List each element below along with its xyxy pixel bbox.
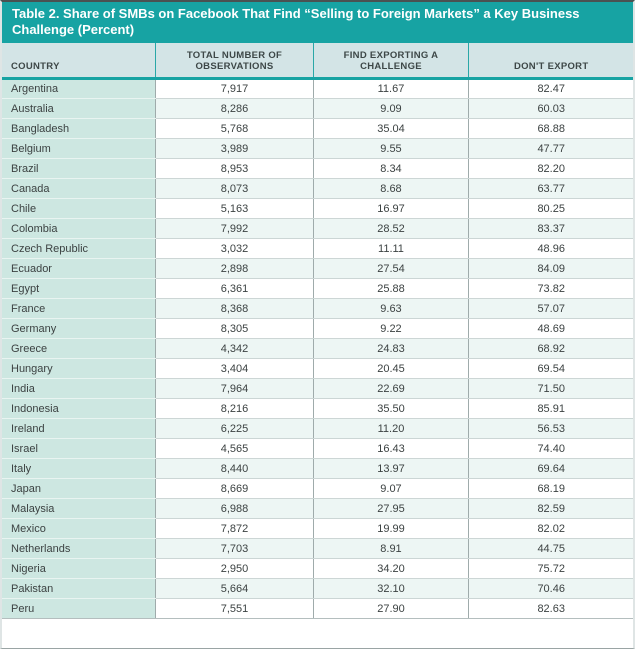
cell-challenge: 20.45 <box>313 359 469 379</box>
cell-country: Hungary <box>2 359 156 379</box>
cell-country: Israel <box>2 439 156 459</box>
cell-challenge: 28.52 <box>313 219 469 239</box>
table-row <box>2 179 633 199</box>
smb-export-table <box>2 43 633 619</box>
cell-dont-export: 48.69 <box>469 319 633 339</box>
cell-observations: 3,404 <box>156 359 313 379</box>
cell-challenge: 8.34 <box>313 159 469 179</box>
cell-dont-export: 68.88 <box>469 119 633 139</box>
cell-observations: 8,286 <box>156 99 313 119</box>
cell-dont-export: 47.77 <box>469 139 633 159</box>
column-header-country: COUNTRY <box>2 43 156 79</box>
cell-dont-export: 69.54 <box>469 359 633 379</box>
cell-challenge: 34.20 <box>313 559 469 579</box>
cell-challenge: 9.22 <box>313 319 469 339</box>
table-row <box>2 399 633 419</box>
cell-challenge: 27.54 <box>313 259 469 279</box>
table-row <box>2 599 633 619</box>
cell-observations: 8,368 <box>156 299 313 319</box>
cell-observations: 8,953 <box>156 159 313 179</box>
cell-challenge: 35.04 <box>313 119 469 139</box>
cell-dont-export: 68.92 <box>469 339 633 359</box>
table-row <box>2 199 633 219</box>
cell-dont-export: 44.75 <box>469 539 633 559</box>
cell-country: Netherlands <box>2 539 156 559</box>
cell-country: Indonesia <box>2 399 156 419</box>
table-row <box>2 439 633 459</box>
cell-country: Peru <box>2 599 156 619</box>
cell-observations: 3,989 <box>156 139 313 159</box>
table-row <box>2 159 633 179</box>
cell-challenge: 9.63 <box>313 299 469 319</box>
cell-challenge: 16.97 <box>313 199 469 219</box>
cell-observations: 7,551 <box>156 599 313 619</box>
cell-challenge: 11.67 <box>313 79 469 99</box>
cell-dont-export: 85.91 <box>469 399 633 419</box>
cell-observations: 6,361 <box>156 279 313 299</box>
cell-challenge: 9.55 <box>313 139 469 159</box>
cell-country: Mexico <box>2 519 156 539</box>
cell-country: India <box>2 379 156 399</box>
table-row <box>2 539 633 559</box>
cell-dont-export: 69.64 <box>469 459 633 479</box>
cell-country: France <box>2 299 156 319</box>
cell-country: Nigeria <box>2 559 156 579</box>
cell-country: Brazil <box>2 159 156 179</box>
cell-country: Ireland <box>2 419 156 439</box>
table-row <box>2 339 633 359</box>
table-row <box>2 459 633 479</box>
cell-dont-export: 82.63 <box>469 599 633 619</box>
cell-dont-export: 80.25 <box>469 199 633 219</box>
cell-dont-export: 82.47 <box>469 79 633 99</box>
cell-country: Bangladesh <box>2 119 156 139</box>
cell-challenge: 8.91 <box>313 539 469 559</box>
table-row <box>2 559 633 579</box>
cell-country: Pakistan <box>2 579 156 599</box>
cell-dont-export: 83.37 <box>469 219 633 239</box>
cell-challenge: 27.95 <box>313 499 469 519</box>
cell-challenge: 22.69 <box>313 379 469 399</box>
cell-country: Belgium <box>2 139 156 159</box>
column-header-observations: TOTAL NUMBER OF OBSERVATIONS <box>156 43 313 79</box>
cell-challenge: 27.90 <box>313 599 469 619</box>
table-row <box>2 359 633 379</box>
table-row <box>2 579 633 599</box>
cell-dont-export: 57.07 <box>469 299 633 319</box>
cell-country: Argentina <box>2 79 156 99</box>
column-header-challenge: FIND EXPORTING A CHALLENGE <box>313 43 469 79</box>
table-row <box>2 239 633 259</box>
cell-dont-export: 82.20 <box>469 159 633 179</box>
cell-dont-export: 75.72 <box>469 559 633 579</box>
cell-challenge: 9.07 <box>313 479 469 499</box>
cell-challenge: 9.09 <box>313 99 469 119</box>
table-row <box>2 319 633 339</box>
cell-observations: 4,565 <box>156 439 313 459</box>
cell-country: Australia <box>2 99 156 119</box>
cell-dont-export: 70.46 <box>469 579 633 599</box>
cell-observations: 5,664 <box>156 579 313 599</box>
cell-country: Japan <box>2 479 156 499</box>
table-row <box>2 139 633 159</box>
cell-observations: 8,669 <box>156 479 313 499</box>
table-row <box>2 79 633 99</box>
cell-challenge: 19.99 <box>313 519 469 539</box>
cell-observations: 7,872 <box>156 519 313 539</box>
cell-dont-export: 60.03 <box>469 99 633 119</box>
cell-challenge: 35.50 <box>313 399 469 419</box>
cell-country: Colombia <box>2 219 156 239</box>
cell-observations: 6,225 <box>156 419 313 439</box>
table-row <box>2 119 633 139</box>
cell-country: Germany <box>2 319 156 339</box>
cell-observations: 7,992 <box>156 219 313 239</box>
cell-country: Greece <box>2 339 156 359</box>
cell-challenge: 16.43 <box>313 439 469 459</box>
table-row <box>2 519 633 539</box>
cell-country: Malaysia <box>2 499 156 519</box>
cell-dont-export: 82.59 <box>469 499 633 519</box>
cell-country: Egypt <box>2 279 156 299</box>
table-row <box>2 499 633 519</box>
cell-observations: 5,163 <box>156 199 313 219</box>
cell-dont-export: 73.82 <box>469 279 633 299</box>
cell-observations: 2,898 <box>156 259 313 279</box>
cell-dont-export: 82.02 <box>469 519 633 539</box>
cell-challenge: 13.97 <box>313 459 469 479</box>
cell-observations: 8,073 <box>156 179 313 199</box>
cell-challenge: 32.10 <box>313 579 469 599</box>
cell-observations: 7,917 <box>156 79 313 99</box>
cell-observations: 8,216 <box>156 399 313 419</box>
cell-dont-export: 48.96 <box>469 239 633 259</box>
cell-observations: 8,305 <box>156 319 313 339</box>
cell-observations: 8,440 <box>156 459 313 479</box>
cell-challenge: 25.88 <box>313 279 469 299</box>
cell-dont-export: 68.19 <box>469 479 633 499</box>
cell-observations: 3,032 <box>156 239 313 259</box>
cell-dont-export: 74.40 <box>469 439 633 459</box>
cell-country: Italy <box>2 459 156 479</box>
cell-observations: 6,988 <box>156 499 313 519</box>
table-title: Table 2. Share of SMBs on Facebook That Find “Selling to Foreign Markets” a Key Business Challenge (Percent) <box>2 2 633 43</box>
cell-observations: 7,703 <box>156 539 313 559</box>
cell-observations: 5,768 <box>156 119 313 139</box>
table-row <box>2 299 633 319</box>
table-row <box>2 419 633 439</box>
cell-country: Canada <box>2 179 156 199</box>
table-row <box>2 219 633 239</box>
cell-dont-export: 63.77 <box>469 179 633 199</box>
table-row <box>2 479 633 499</box>
table-row <box>2 379 633 399</box>
cell-observations: 7,964 <box>156 379 313 399</box>
table-row <box>2 99 633 119</box>
cell-observations: 4,342 <box>156 339 313 359</box>
column-header-dont-export: DON'T EXPORT <box>469 43 633 79</box>
cell-dont-export: 84.09 <box>469 259 633 279</box>
table-row <box>2 259 633 279</box>
table-row <box>2 279 633 299</box>
table-header-row <box>2 43 633 79</box>
cell-dont-export: 56.53 <box>469 419 633 439</box>
cell-dont-export: 71.50 <box>469 379 633 399</box>
cell-country: Chile <box>2 199 156 219</box>
cell-challenge: 24.83 <box>313 339 469 359</box>
cell-country: Ecuador <box>2 259 156 279</box>
cell-challenge: 11.20 <box>313 419 469 439</box>
cell-country: Czech Republic <box>2 239 156 259</box>
cell-challenge: 11.11 <box>313 239 469 259</box>
cell-observations: 2,950 <box>156 559 313 579</box>
cell-challenge: 8.68 <box>313 179 469 199</box>
table-body <box>2 79 633 619</box>
